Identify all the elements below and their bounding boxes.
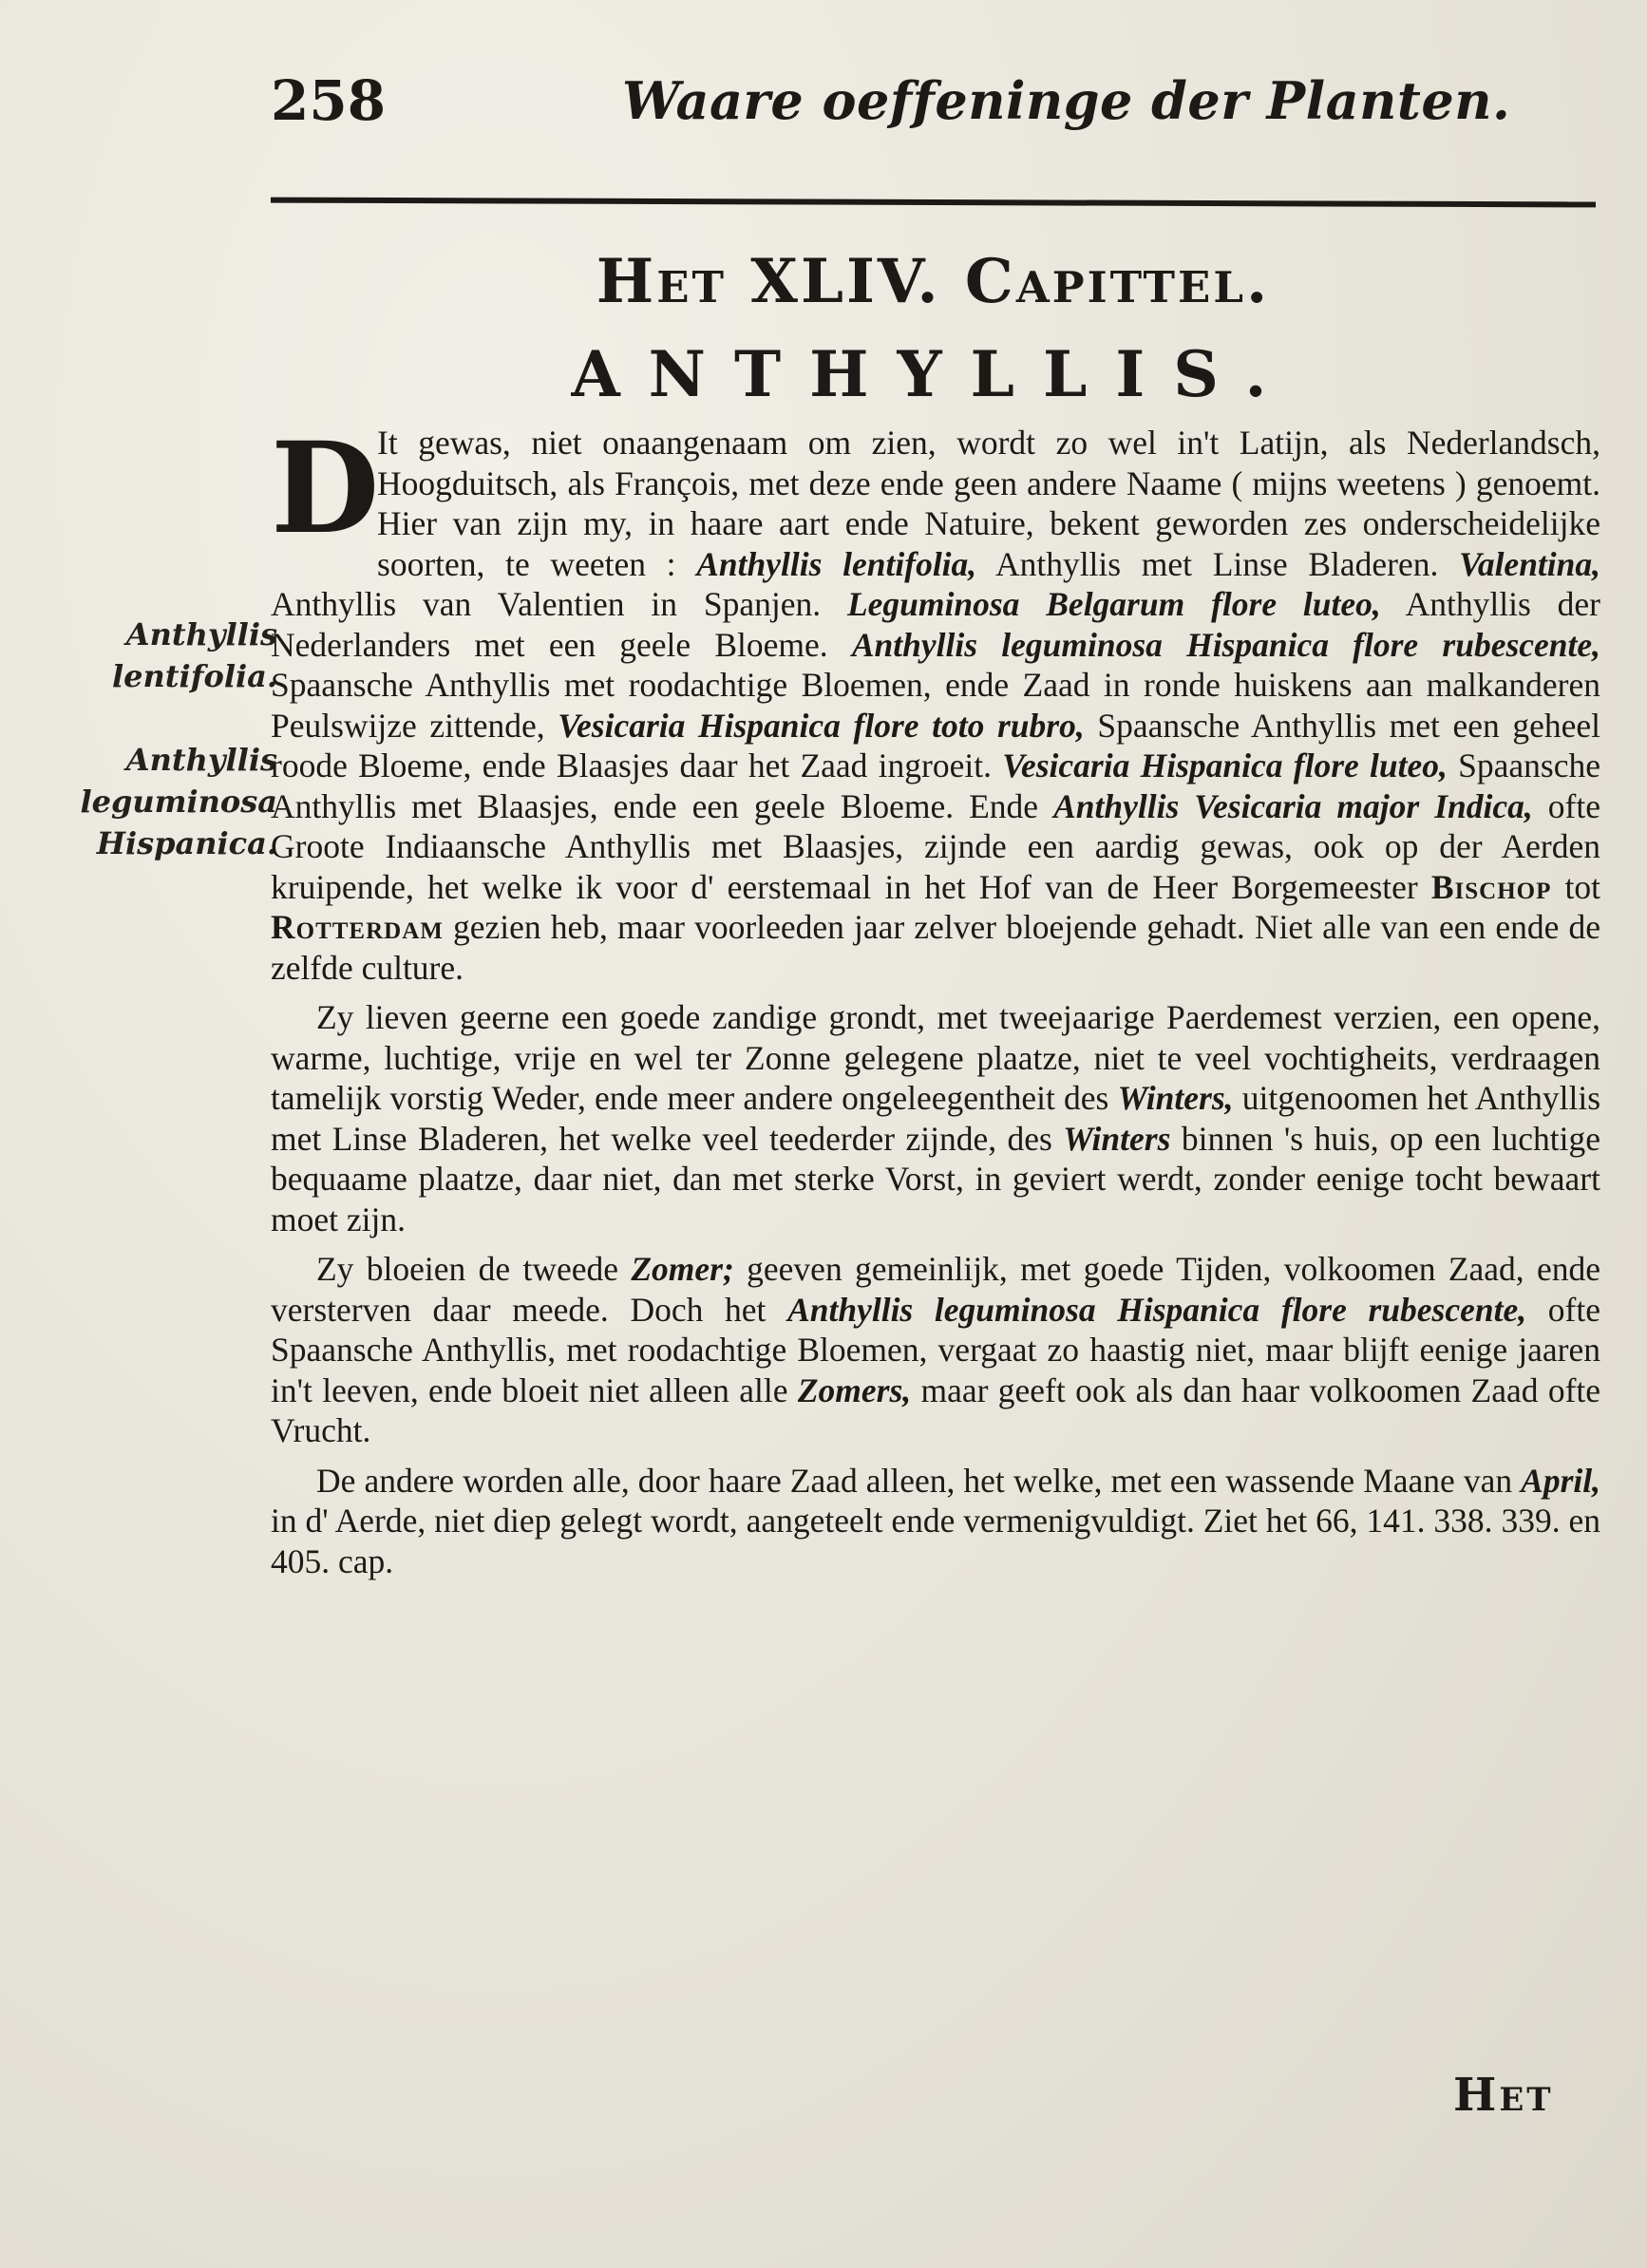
body-text [271,423,1600,1999]
drop-cap: D [271,423,380,562]
sidenote-anthyllis-lentifolia: Anthyllis lentifolia. [111,616,277,694]
paragraph-1-text: tot [1564,867,1600,906]
chapter-heading: Het XLIV. Capittel. [596,246,1271,317]
chapter-title: ANTHYLLIS. [571,337,1296,411]
paragraph-3 [271,1249,1600,1451]
sidenote-anthyllis-leguminosa: Anthyllis leguminosa Hispanica. [80,742,277,861]
paragraph-1 [271,423,1600,988]
paragraph-2 [271,997,1600,1239]
place-name: Rotterdam [271,908,444,946]
paragraph-3-text: ofte Spaansche Anthyllis, met roodachtige Bloemen, vergaat zo haastig niet, maar blijft eenige jaaren in't leeven, ende bloeit niet alleen alle [271,1290,1600,1409]
paragraph-1-text: ofte Groote Indiaansche Anthyllis met Blaasjes, zijnde een aardig gewas, ook op der Aerden kruipende, het welke ik voor d' eerstemaal in het Hof van de Heer Borgemeester [271,786,1600,906]
page-number: 258 [271,68,387,133]
paragraph-1-text: Anthyllis met Linse Bladeren. [994,544,1439,583]
paragraph-2-text: uitgenoomen het Anthyllis met Linse Bladeren, het welke veel teederder zijnde, des [271,1079,1600,1158]
latin-name: Anthyllis Vesicaria major Indica, [1053,786,1533,825]
italic-term: Winters, [1117,1079,1234,1117]
proper-name: Bischop [1430,867,1552,906]
italic-term: Zomer; [631,1250,734,1288]
paragraph-1-text: It gewas, niet onaangenaam om zien, wordt zo wel in't Latijn, als Nederlandsch, Hoogduitsch, als François, met deze ende geen andere Naame ( mijns weetens ) genoemt. Hier van zijn my, in haare aart ende Natuire, bekent geworden zes onderscheidelijke soorten, te weeten : [377,424,1600,583]
latin-name: Vesicaria Hispanica flore luteo, [1002,747,1448,784]
paragraph-3-text: maar geeft ook als dan haar volkoomen Zaad ofte Vrucht. [271,1370,1600,1449]
paragraph-2-text: binnen 's huis, op een luchtige bequaame plaatze, daar niet, dan met sterke Vorst, in geviert werdt, zonder eenige tocht bewaart moet zijn. [271,1119,1600,1238]
italic-term: April, [1521,1461,1600,1500]
paragraph-1-text: Anthyllis van Valentien in Spanjen. [271,585,822,623]
paragraph-4 [271,1461,1600,1582]
latin-name: Anthyllis leguminosa Hispanica flore rubescente, [851,625,1600,664]
italic-term: Winters [1063,1119,1171,1158]
page-header [271,52,1581,138]
latin-name: Anthyllis lentifolia, [696,544,977,583]
paragraph-2-text: Zy lieven geerne een goede zandige grondt, met tweejaarige Paerdemest verzien, een opene, warme, luchtige, vrije en wel ter Zonne gelegene plaatze, niet te veel vochtigheits, verdraagen tamelijk vorstig Weder, ende meer andere ongeleegentheit des [271,998,1600,1117]
paragraph-1-text: Spaansche Anthyllis met Blaasjes, ende een geele Bloeme. Ende [271,747,1600,825]
paragraph-1-text: gezien heb, maar voorleeden jaar zelver bloejende gehadt. Niet alle van een ende de zelfde culture. [271,908,1600,987]
paragraph-4-text: De andere worden alle, door haare Zaad alleen, het welke, met een wassende Maane van [316,1461,1513,1500]
paragraph-4-text: in d' Aerde, niet diep gelegt wordt, aangeteelt ende vermenigvuldigt. Ziet het 66, 141. 338. 339. en 405. cap. [271,1502,1600,1580]
paragraph-3-text: geeven gemeinlijk, met goede Tijden, volkoomen Zaad, ende versterven daar meede. Doch het [271,1250,1600,1329]
paragraph-1-text: Spaansche Anthyllis met een geheel roode Bloeme, ende Blaasjes daar het Zaad ingroeit. [271,706,1600,784]
paragraph-3-text: Zy bloeien de tweede [316,1250,618,1288]
latin-name: Anthyllis leguminosa Hispanica flore rubescente, [787,1290,1527,1329]
italic-term: Zomers, [797,1370,912,1409]
latin-name: Leguminosa Belgarum flore luteo, [846,585,1381,623]
running-title: Waare oeffeninge der Planten. [622,70,1511,131]
latin-name: Valentina, [1459,544,1600,583]
catchword: Het [1453,2069,1554,2122]
latin-name: Vesicaria Hispanica flore toto rubro, [558,706,1085,745]
paragraph-1-text: Spaansche Anthyllis met roodachtige Bloemen, ende Zaad in ronde huiskens aan malkanderen Peulswijze zittende, [271,666,1600,745]
paragraph-1-text: Anthyllis der Nederlanders met een geele Bloeme. [271,585,1600,664]
